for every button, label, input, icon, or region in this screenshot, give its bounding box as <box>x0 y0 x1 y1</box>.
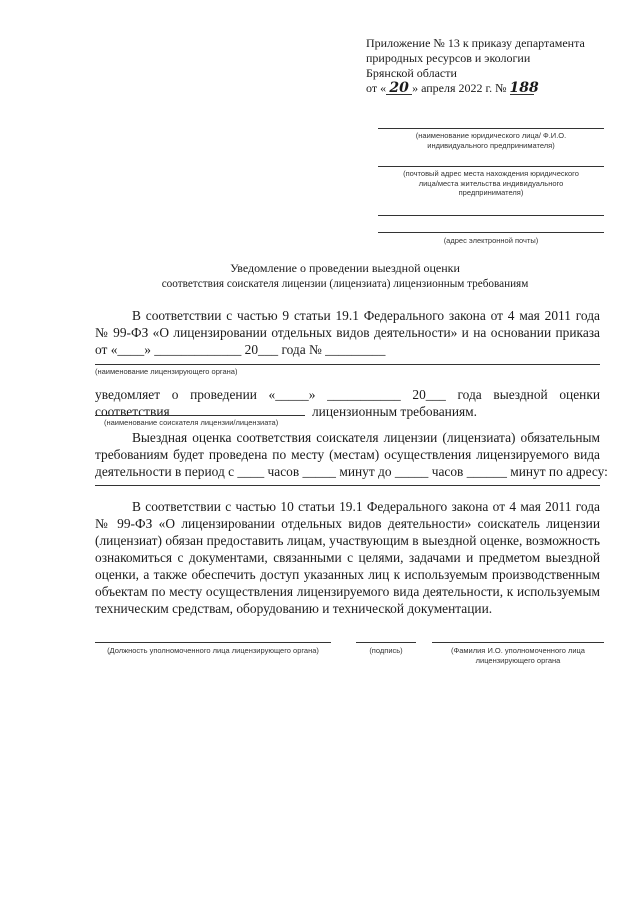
p3-line-2: требованиям будет проведена по месту (местам) осуществления лицензируемого вида <box>95 447 600 462</box>
p2-line-2: лицензионным требованиям. <box>312 404 477 419</box>
position-line <box>95 642 331 643</box>
authority-line <box>95 364 600 365</box>
appendix-line-2: природных ресурсов и экологии <box>366 51 531 65</box>
recipient-address-caption-line-3: предпринимателя) <box>458 188 524 197</box>
recipient-address-line <box>378 166 604 167</box>
p4-line-4: ознакомиться с документами, связанными с целями, задачами и предметом выездной <box>95 550 600 565</box>
document-title: Уведомление о проведении выездной оценки <box>230 261 460 275</box>
recipient-extra-line <box>378 215 604 216</box>
p4-line-1 <box>95 498 600 515</box>
official-name-caption <box>432 646 604 665</box>
p2-line-1: уведомляет о проведении «_____» ___________ 20___ года выездной оценки соответствия <box>95 387 600 420</box>
recipient-address-caption <box>378 169 604 198</box>
official-name-line <box>432 642 604 643</box>
p4-line-7: техническим средствам, оборудованию и технической документации. <box>95 601 493 616</box>
position-caption: (Должность уполномоченного лица лицензирующего органа) <box>107 646 319 655</box>
document-subtitle: соответствия соискателя лицензии (лицензиата) лицензионным требованиям <box>161 278 529 290</box>
appendix-line-3: Брянской области <box>366 66 457 80</box>
recipient-address-caption-line-1: (почтовый адрес места нахождения юридического <box>403 169 579 178</box>
recipient-name-caption <box>378 131 604 150</box>
signature-line <box>356 642 416 643</box>
official-name-caption-line-1: (Фамилия И.О. уполномоченного лица <box>451 646 585 655</box>
order-number-handwritten: 188 <box>509 80 539 96</box>
date-day-handwritten: 20 <box>386 82 412 95</box>
p4-line-3: (лицензиат) обязан предоставить лицам, участвующим в выездной оценке, возможность <box>95 533 600 548</box>
p4-line-5: оценки, а также обеспечить доступ указанных лиц к используемым производственным <box>95 567 600 582</box>
date-prefix: от « <box>366 81 387 95</box>
recipient-name-caption-line-1: (наименование юридического лица/ Ф.И.О. <box>415 131 567 140</box>
appendix-line-1: Приложение № 13 к приказу департамента <box>366 36 585 50</box>
date-middle: » апреля 2022 г. № <box>412 81 507 95</box>
address-line <box>95 485 600 486</box>
p3-line-1 <box>95 429 600 446</box>
p3-line-1-text: Выездная оценка соответствия соискателя лицензии (лицензиата) обязательным <box>132 430 600 445</box>
recipient-name-line <box>378 128 604 129</box>
p1-line-1 <box>95 307 600 324</box>
recipient-email-line <box>378 232 604 233</box>
recipient-name-caption-line-2: индивидуального предпринимателя) <box>427 140 555 150</box>
appendix-date-line <box>366 81 626 96</box>
official-name-caption-line-2: лицензирующего органа <box>475 655 561 665</box>
p4-line-2: № 99-ФЗ «О лицензировании отдельных видов деятельности» соискатель лицензии <box>95 516 600 531</box>
p4-line-1-text: В соответствии с частью 10 статьи 19.1 Федерального закона от 4 мая 2011 года <box>132 499 600 514</box>
p4-line-6: объектам по месту осуществления лицензируемого вида деятельности, к используемым <box>95 584 600 599</box>
applicant-caption: (наименование соискателя лицензии/лицензиата) <box>104 418 279 427</box>
signature-caption: (подпись) <box>369 646 403 655</box>
p1-line-1-text: В соответствии с частью 9 статьи 19.1 Федерального закона от 4 мая 2011 года <box>132 308 600 323</box>
p3-line-3: деятельности в период с ____ часов _____ минут до _____ часов ______ минут по адресу: <box>95 464 608 479</box>
recipient-address-caption-line-2: лица/места жительства индивидуального <box>418 178 564 188</box>
appendix-header <box>366 36 626 96</box>
p1-line-2: № 99-ФЗ «О лицензировании отдельных видов деятельности» и на основании приказа <box>95 325 600 340</box>
authority-caption: (наименование лицензирующего органа) <box>95 367 238 376</box>
applicant-line <box>95 415 305 416</box>
p1-line-3: от «____» _____________ 20___ года № _________ <box>95 342 386 357</box>
recipient-email-caption: (адрес электронной почты) <box>443 236 539 245</box>
